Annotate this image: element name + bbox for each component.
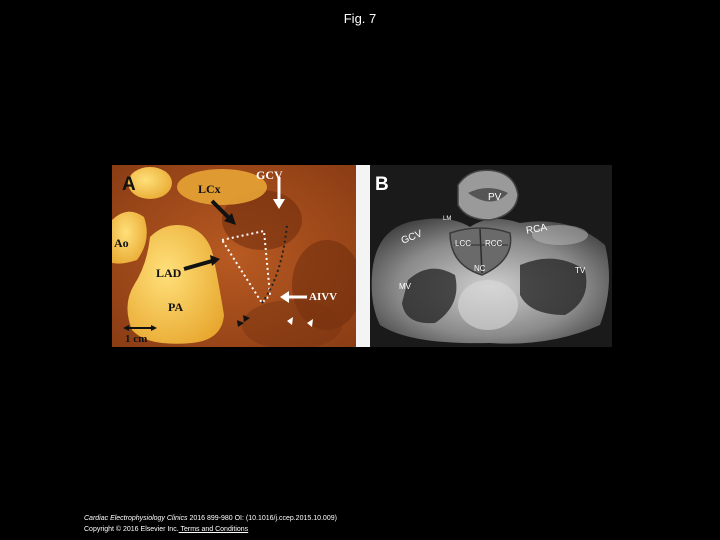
label-lcx: LCx [198,182,221,196]
panel-b [370,165,612,347]
label-ao: Ao [114,236,129,250]
figure [112,165,612,347]
label-mv: MV [399,282,411,291]
label-lm: LM [443,216,452,222]
panel-a-letter: A [122,174,136,195]
label-rcc: RCC [485,239,503,248]
panel-a [112,165,356,347]
figure-title: Fig. 7 [343,11,377,26]
panel-b-letter: B [375,174,389,195]
citation-copyright: Copyright © 2016 Elsevier Inc. [84,526,179,533]
citation-line-1 [84,513,337,524]
label-rca: RCA [525,222,548,237]
label-lcc: LCC [455,239,472,248]
citation [84,513,337,535]
label-nc: NC [474,264,486,273]
label-aivv: AIVV [309,291,338,303]
label-gcv-a: GCV [256,168,283,182]
label-gcv-b: GCV [399,228,424,247]
panel-divider [356,165,370,347]
citation-line-2 [84,524,337,535]
label-lad: LAD [156,266,182,280]
panel-a-image [112,165,356,347]
citation-details: 2016 899-980 OI: (10.1016/j.ccep.2015.10.009) [187,515,337,522]
terms-link[interactable]: Terms and Conditions [178,526,249,533]
label-scale: 1 cm [125,333,148,345]
label-pa: PA [168,300,184,314]
label-pv: PV [488,192,502,203]
citation-journal: Cardiac Electrophysiology Clinics [84,515,188,522]
label-tv: TV [575,266,586,275]
